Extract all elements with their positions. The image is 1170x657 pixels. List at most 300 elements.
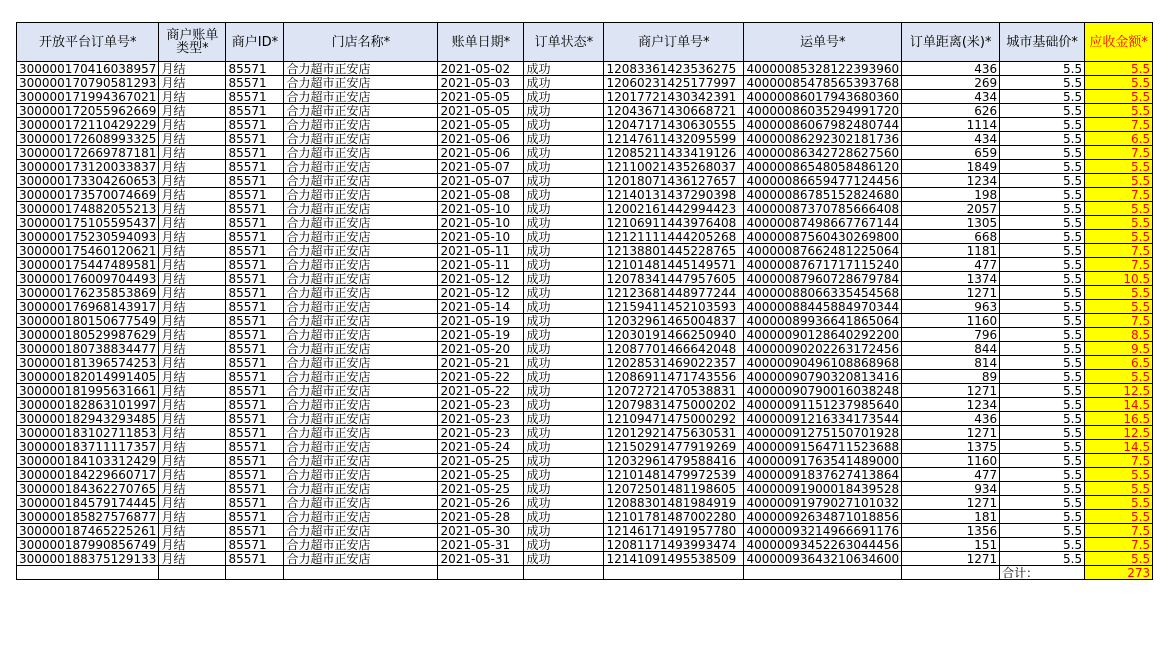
table-cell[interactable]: 5.5 — [1000, 90, 1085, 104]
table-cell[interactable]: 12079831475000202 — [604, 398, 744, 412]
table-cell[interactable]: 40000086292302181736 — [744, 132, 902, 146]
table-cell[interactable]: 85571 — [226, 160, 284, 174]
table-cell[interactable]: 5.5 — [1085, 90, 1153, 104]
table-cell[interactable]: 300000171994367021 — [17, 90, 159, 104]
table-cell[interactable]: 300000172669787181 — [17, 146, 159, 160]
table-cell[interactable]: 5.5 — [1000, 538, 1085, 552]
empty-cell[interactable] — [284, 566, 438, 580]
table-cell[interactable]: 合力超市正安店 — [284, 286, 438, 300]
table-cell[interactable]: 合力超市正安店 — [284, 314, 438, 328]
table-cell[interactable]: 1271 — [902, 426, 1000, 440]
table-cell[interactable]: 合力超市正安店 — [284, 328, 438, 342]
table-cell[interactable]: 成功 — [524, 510, 604, 524]
table-cell[interactable]: 5.5 — [1000, 188, 1085, 202]
table-cell[interactable]: 成功 — [524, 356, 604, 370]
table-cell[interactable]: 300000187990856749 — [17, 538, 159, 552]
table-cell[interactable]: 40000090128640292200 — [744, 328, 902, 342]
table-cell[interactable]: 成功 — [524, 328, 604, 342]
table-cell[interactable]: 12085211433419126 — [604, 146, 744, 160]
table-cell[interactable]: 12028531469022357 — [604, 356, 744, 370]
table-cell[interactable]: 1271 — [902, 496, 1000, 510]
table-cell[interactable]: 300000184579174445 — [17, 496, 159, 510]
table-cell[interactable]: 85571 — [226, 328, 284, 342]
table-cell[interactable]: 2021-05-23 — [438, 412, 524, 426]
table-cell[interactable]: 40000087671717115240 — [744, 258, 902, 272]
table-cell[interactable]: 成功 — [524, 496, 604, 510]
table-cell[interactable]: 合力超市正安店 — [284, 482, 438, 496]
table-cell[interactable]: 5.5 — [1085, 202, 1153, 216]
table-cell[interactable]: 2021-05-10 — [438, 216, 524, 230]
table-cell[interactable]: 12047171430630555 — [604, 118, 744, 132]
table-cell[interactable]: 月结 — [159, 90, 226, 104]
table-cell[interactable]: 5.5 — [1000, 146, 1085, 160]
table-cell[interactable]: 月结 — [159, 510, 226, 524]
table-cell[interactable]: 12081171493993474 — [604, 538, 744, 552]
table-cell[interactable]: 成功 — [524, 216, 604, 230]
column-header[interactable]: 城市基础价* — [1000, 23, 1085, 62]
table-cell[interactable]: 12032961479588416 — [604, 454, 744, 468]
table-cell[interactable]: 198 — [902, 188, 1000, 202]
table-cell[interactable]: 85571 — [226, 538, 284, 552]
table-cell[interactable]: 12078341447957605 — [604, 272, 744, 286]
table-cell[interactable]: 月结 — [159, 440, 226, 454]
table-cell[interactable]: 2057 — [902, 202, 1000, 216]
table-cell[interactable]: 5.5 — [1000, 496, 1085, 510]
table-cell[interactable]: 2021-05-14 — [438, 300, 524, 314]
table-cell[interactable]: 300000176968143917 — [17, 300, 159, 314]
table-cell[interactable]: 7.5 — [1085, 524, 1153, 538]
table-cell[interactable]: 合力超市正安店 — [284, 62, 438, 76]
table-cell[interactable]: 合力超市正安店 — [284, 300, 438, 314]
table-cell[interactable]: 2021-05-25 — [438, 454, 524, 468]
table-cell[interactable]: 合力超市正安店 — [284, 342, 438, 356]
table-cell[interactable]: 成功 — [524, 286, 604, 300]
table-cell[interactable]: 40000087498667767144 — [744, 216, 902, 230]
table-cell[interactable]: 300000180529987629 — [17, 328, 159, 342]
table-cell[interactable]: 月结 — [159, 230, 226, 244]
table-cell[interactable]: 月结 — [159, 286, 226, 300]
table-cell[interactable]: 2021-05-20 — [438, 342, 524, 356]
table-cell[interactable]: 5.5 — [1000, 342, 1085, 356]
table-cell[interactable]: 月结 — [159, 188, 226, 202]
empty-cell[interactable] — [902, 566, 1000, 580]
table-cell[interactable]: 2021-05-06 — [438, 132, 524, 146]
table-cell[interactable]: 300000187465225261 — [17, 524, 159, 538]
table-cell[interactable]: 269 — [902, 76, 1000, 90]
table-cell[interactable]: 合力超市正安店 — [284, 174, 438, 188]
table-cell[interactable]: 成功 — [524, 132, 604, 146]
table-cell[interactable]: 300000182014991405 — [17, 370, 159, 384]
table-cell[interactable]: 85571 — [226, 174, 284, 188]
table-cell[interactable]: 合力超市正安店 — [284, 146, 438, 160]
table-cell[interactable]: 合力超市正安店 — [284, 272, 438, 286]
table-cell[interactable]: 月结 — [159, 496, 226, 510]
empty-cell[interactable] — [226, 566, 284, 580]
table-cell[interactable]: 436 — [902, 62, 1000, 76]
table-cell[interactable]: 5.5 — [1085, 174, 1153, 188]
table-cell[interactable]: 5.5 — [1000, 384, 1085, 398]
table-cell[interactable]: 477 — [902, 468, 1000, 482]
table-cell[interactable]: 12002161442994423 — [604, 202, 744, 216]
table-cell[interactable]: 月结 — [159, 272, 226, 286]
empty-cell[interactable] — [159, 566, 226, 580]
table-cell[interactable]: 5.5 — [1085, 300, 1153, 314]
table-cell[interactable]: 5.5 — [1000, 104, 1085, 118]
table-cell[interactable]: 40000086659477124456 — [744, 174, 902, 188]
table-cell[interactable]: 2021-05-25 — [438, 468, 524, 482]
table-cell[interactable]: 2021-05-25 — [438, 482, 524, 496]
table-cell[interactable]: 12141091495538509 — [604, 552, 744, 566]
table-cell[interactable]: 300000170790581293 — [17, 76, 159, 90]
table-cell[interactable]: 1114 — [902, 118, 1000, 132]
table-cell[interactable]: 300000175447489581 — [17, 258, 159, 272]
table-cell[interactable]: 5.5 — [1000, 552, 1085, 566]
table-cell[interactable]: 月结 — [159, 384, 226, 398]
table-cell[interactable]: 85571 — [226, 286, 284, 300]
table-cell[interactable]: 40000086067982480744 — [744, 118, 902, 132]
table-cell[interactable]: 2021-05-22 — [438, 370, 524, 384]
column-header[interactable]: 开放平台订单号* — [17, 23, 159, 62]
table-cell[interactable]: 12088301481984919 — [604, 496, 744, 510]
table-cell[interactable]: 7.5 — [1085, 118, 1153, 132]
table-cell[interactable]: 成功 — [524, 412, 604, 426]
table-cell[interactable]: 12159411452103593 — [604, 300, 744, 314]
table-cell[interactable]: 5.5 — [1000, 524, 1085, 538]
table-cell[interactable]: 5.5 — [1000, 440, 1085, 454]
table-cell[interactable]: 85571 — [226, 146, 284, 160]
table-cell[interactable]: 5.5 — [1085, 160, 1153, 174]
table-cell[interactable]: 成功 — [524, 118, 604, 132]
table-cell[interactable]: 89 — [902, 370, 1000, 384]
table-cell[interactable]: 85571 — [226, 230, 284, 244]
table-cell[interactable]: 5.5 — [1000, 356, 1085, 370]
table-cell[interactable]: 12110021435268037 — [604, 160, 744, 174]
total-label[interactable]: 合计： — [1000, 566, 1085, 580]
table-cell[interactable]: 300000172608993325 — [17, 132, 159, 146]
table-cell[interactable]: 300000175105595437 — [17, 216, 159, 230]
table-cell[interactable]: 7.5 — [1085, 454, 1153, 468]
table-cell[interactable]: 2021-05-05 — [438, 118, 524, 132]
table-cell[interactable]: 成功 — [524, 244, 604, 258]
table-cell[interactable]: 2021-05-23 — [438, 426, 524, 440]
table-cell[interactable]: 1374 — [902, 272, 1000, 286]
table-cell[interactable]: 合力超市正安店 — [284, 132, 438, 146]
table-cell[interactable]: 1271 — [902, 384, 1000, 398]
table-cell[interactable]: 7.5 — [1085, 538, 1153, 552]
table-cell[interactable]: 40000091837627413864 — [744, 468, 902, 482]
table-cell[interactable]: 85571 — [226, 440, 284, 454]
table-cell[interactable]: 2021-05-31 — [438, 538, 524, 552]
table-cell[interactable]: 85571 — [226, 216, 284, 230]
table-cell[interactable]: 300000184103312429 — [17, 454, 159, 468]
table-cell[interactable]: 12030191466250940 — [604, 328, 744, 342]
table-cell[interactable]: 5.5 — [1000, 258, 1085, 272]
table-cell[interactable]: 40000085328122393960 — [744, 62, 902, 76]
table-cell[interactable]: 5.5 — [1000, 216, 1085, 230]
table-cell[interactable]: 300000176009704493 — [17, 272, 159, 286]
table-cell[interactable]: 40000090790016038248 — [744, 384, 902, 398]
table-cell[interactable]: 300000184229660717 — [17, 468, 159, 482]
table-cell[interactable]: 16.5 — [1085, 412, 1153, 426]
table-cell[interactable]: 5.5 — [1000, 272, 1085, 286]
table-cell[interactable]: 5.5 — [1000, 244, 1085, 258]
table-cell[interactable]: 合力超市正安店 — [284, 104, 438, 118]
table-cell[interactable]: 7.5 — [1085, 244, 1153, 258]
table-cell[interactable]: 796 — [902, 328, 1000, 342]
table-cell[interactable]: 300000185827576877 — [17, 510, 159, 524]
table-cell[interactable]: 85571 — [226, 76, 284, 90]
table-cell[interactable]: 合力超市正安店 — [284, 356, 438, 370]
table-cell[interactable]: 40000091275150701928 — [744, 426, 902, 440]
table-cell[interactable]: 2021-05-07 — [438, 174, 524, 188]
table-cell[interactable]: 1234 — [902, 398, 1000, 412]
table-cell[interactable]: 成功 — [524, 454, 604, 468]
table-cell[interactable]: 12032961465004837 — [604, 314, 744, 328]
table-cell[interactable]: 合力超市正安店 — [284, 496, 438, 510]
table-cell[interactable]: 40000093643210634600 — [744, 552, 902, 566]
table-cell[interactable]: 6.5 — [1085, 356, 1153, 370]
table-cell[interactable]: 合力超市正安店 — [284, 230, 438, 244]
column-header[interactable]: 订单距离(米)* — [902, 23, 1000, 62]
table-cell[interactable]: 2021-05-24 — [438, 440, 524, 454]
table-cell[interactable]: 12087701466642048 — [604, 342, 744, 356]
table-cell[interactable]: 合力超市正安店 — [284, 440, 438, 454]
table-cell[interactable]: 5.5 — [1000, 510, 1085, 524]
table-cell[interactable]: 40000088066335454568 — [744, 286, 902, 300]
table-cell[interactable]: 5.5 — [1085, 482, 1153, 496]
table-cell[interactable]: 合力超市正安店 — [284, 370, 438, 384]
table-cell[interactable]: 814 — [902, 356, 1000, 370]
table-cell[interactable]: 85571 — [226, 510, 284, 524]
table-cell[interactable]: 85571 — [226, 314, 284, 328]
table-cell[interactable]: 合力超市正安店 — [284, 216, 438, 230]
table-cell[interactable]: 844 — [902, 342, 1000, 356]
table-cell[interactable]: 300000175460120621 — [17, 244, 159, 258]
table-cell[interactable]: 40000087560430269800 — [744, 230, 902, 244]
table-cell[interactable]: 85571 — [226, 272, 284, 286]
table-cell[interactable]: 85571 — [226, 342, 284, 356]
table-cell[interactable]: 成功 — [524, 230, 604, 244]
table-cell[interactable]: 12123681448977244 — [604, 286, 744, 300]
table-cell[interactable]: 300000183102711853 — [17, 426, 159, 440]
table-cell[interactable]: 成功 — [524, 90, 604, 104]
table-cell[interactable]: 40000086035294991720 — [744, 104, 902, 118]
table-cell[interactable]: 1181 — [902, 244, 1000, 258]
table-cell[interactable]: 5.5 — [1085, 496, 1153, 510]
table-cell[interactable]: 月结 — [159, 328, 226, 342]
table-cell[interactable]: 月结 — [159, 216, 226, 230]
table-cell[interactable]: 5.5 — [1000, 286, 1085, 300]
table-cell[interactable]: 合力超市正安店 — [284, 160, 438, 174]
total-value[interactable]: 273 — [1085, 566, 1153, 580]
table-cell[interactable]: 40000087662481225064 — [744, 244, 902, 258]
table-cell[interactable]: 300000180150677549 — [17, 314, 159, 328]
table-cell[interactable]: 963 — [902, 300, 1000, 314]
table-cell[interactable]: 月结 — [159, 118, 226, 132]
table-cell[interactable]: 40000090790320813416 — [744, 370, 902, 384]
table-cell[interactable]: 月结 — [159, 552, 226, 566]
table-cell[interactable]: 2021-05-11 — [438, 258, 524, 272]
table-cell[interactable]: 2021-05-10 — [438, 230, 524, 244]
column-header[interactable]: 门店名称* — [284, 23, 438, 62]
table-cell[interactable]: 2021-05-07 — [438, 160, 524, 174]
table-cell[interactable]: 5.5 — [1085, 104, 1153, 118]
table-cell[interactable]: 合力超市正安店 — [284, 188, 438, 202]
table-cell[interactable]: 1160 — [902, 454, 1000, 468]
table-cell[interactable]: 40000089936641865064 — [744, 314, 902, 328]
table-cell[interactable]: 2021-05-23 — [438, 398, 524, 412]
table-cell[interactable]: 85571 — [226, 356, 284, 370]
table-cell[interactable]: 40000090202263172456 — [744, 342, 902, 356]
table-cell[interactable]: 85571 — [226, 398, 284, 412]
table-cell[interactable]: 5.5 — [1000, 370, 1085, 384]
table-cell[interactable]: 12101481445149571 — [604, 258, 744, 272]
table-cell[interactable]: 成功 — [524, 160, 604, 174]
table-cell[interactable]: 成功 — [524, 524, 604, 538]
table-cell[interactable]: 合力超市正安店 — [284, 76, 438, 90]
table-cell[interactable]: 1356 — [902, 524, 1000, 538]
table-cell[interactable]: 5.5 — [1000, 300, 1085, 314]
table-cell[interactable]: 477 — [902, 258, 1000, 272]
column-header[interactable]: 账单日期* — [438, 23, 524, 62]
table-cell[interactable]: 12086911471743556 — [604, 370, 744, 384]
table-cell[interactable]: 5.5 — [1000, 174, 1085, 188]
table-cell[interactable]: 7.5 — [1085, 314, 1153, 328]
table-cell[interactable]: 85571 — [226, 258, 284, 272]
table-cell[interactable]: 300000184362270765 — [17, 482, 159, 496]
table-cell[interactable]: 5.5 — [1085, 552, 1153, 566]
table-cell[interactable]: 40000087960728679784 — [744, 272, 902, 286]
table-cell[interactable]: 85571 — [226, 62, 284, 76]
table-cell[interactable]: 2021-05-05 — [438, 104, 524, 118]
table-cell[interactable]: 合力超市正安店 — [284, 202, 438, 216]
table-cell[interactable]: 85571 — [226, 104, 284, 118]
table-cell[interactable]: 12.5 — [1085, 384, 1153, 398]
table-cell[interactable]: 合力超市正安店 — [284, 552, 438, 566]
table-cell[interactable]: 151 — [902, 538, 1000, 552]
table-cell[interactable]: 85571 — [226, 468, 284, 482]
table-cell[interactable]: 40000092634871018856 — [744, 510, 902, 524]
table-cell[interactable]: 85571 — [226, 202, 284, 216]
table-cell[interactable]: 85571 — [226, 300, 284, 314]
table-cell[interactable]: 成功 — [524, 188, 604, 202]
table-cell[interactable]: 12060231425177997 — [604, 76, 744, 90]
table-cell[interactable]: 成功 — [524, 552, 604, 566]
table-cell[interactable]: 85571 — [226, 552, 284, 566]
table-cell[interactable]: 5.5 — [1000, 426, 1085, 440]
table-cell[interactable]: 成功 — [524, 468, 604, 482]
table-cell[interactable]: 2021-05-02 — [438, 62, 524, 76]
table-cell[interactable]: 合力超市正安店 — [284, 468, 438, 482]
table-cell[interactable]: 300000175230594093 — [17, 230, 159, 244]
table-cell[interactable]: 成功 — [524, 62, 604, 76]
column-header[interactable]: 商户订单号* — [604, 23, 744, 62]
table-cell[interactable]: 成功 — [524, 398, 604, 412]
table-cell[interactable]: 85571 — [226, 454, 284, 468]
table-cell[interactable]: 合力超市正安店 — [284, 538, 438, 552]
table-cell[interactable]: 300000180738834477 — [17, 342, 159, 356]
table-cell[interactable]: 1305 — [902, 216, 1000, 230]
table-cell[interactable]: 5.5 — [1000, 468, 1085, 482]
table-cell[interactable]: 5.5 — [1000, 76, 1085, 90]
table-cell[interactable]: 5.5 — [1000, 118, 1085, 132]
table-cell[interactable]: 40000093452263044456 — [744, 538, 902, 552]
table-cell[interactable]: 5.5 — [1000, 328, 1085, 342]
table-cell[interactable]: 300000183711117357 — [17, 440, 159, 454]
table-cell[interactable]: 300000182943293485 — [17, 412, 159, 426]
table-cell[interactable]: 12147611432095599 — [604, 132, 744, 146]
table-cell[interactable]: 40000085478565393768 — [744, 76, 902, 90]
table-cell[interactable]: 1271 — [902, 286, 1000, 300]
table-cell[interactable]: 合力超市正安店 — [284, 454, 438, 468]
table-cell[interactable]: 2021-05-12 — [438, 286, 524, 300]
column-header[interactable]: 应收金额* — [1085, 23, 1153, 62]
table-cell[interactable]: 7.5 — [1085, 146, 1153, 160]
table-cell[interactable]: 12101481479972539 — [604, 468, 744, 482]
table-cell[interactable]: 85571 — [226, 426, 284, 440]
table-cell[interactable]: 成功 — [524, 482, 604, 496]
table-cell[interactable]: 合力超市正安店 — [284, 398, 438, 412]
table-cell[interactable]: 合力超市正安店 — [284, 412, 438, 426]
table-cell[interactable]: 月结 — [159, 202, 226, 216]
table-cell[interactable]: 5.5 — [1000, 412, 1085, 426]
table-cell[interactable]: 5.5 — [1000, 62, 1085, 76]
table-cell[interactable]: 40000091763541489000 — [744, 454, 902, 468]
table-cell[interactable]: 2021-05-06 — [438, 146, 524, 160]
table-cell[interactable]: 成功 — [524, 76, 604, 90]
table-cell[interactable]: 85571 — [226, 524, 284, 538]
table-cell[interactable]: 5.5 — [1085, 286, 1153, 300]
table-cell[interactable]: 436 — [902, 412, 1000, 426]
table-cell[interactable]: 成功 — [524, 202, 604, 216]
table-cell[interactable]: 10.5 — [1085, 272, 1153, 286]
table-cell[interactable]: 12072721470538831 — [604, 384, 744, 398]
table-cell[interactable]: 成功 — [524, 258, 604, 272]
table-cell[interactable]: 300000173120033837 — [17, 160, 159, 174]
empty-cell[interactable] — [604, 566, 744, 580]
table-cell[interactable]: 成功 — [524, 314, 604, 328]
table-cell[interactable]: 2021-05-28 — [438, 510, 524, 524]
table-cell[interactable]: 合力超市正安店 — [284, 510, 438, 524]
table-cell[interactable]: 2021-05-03 — [438, 76, 524, 90]
table-cell[interactable]: 12106911443976408 — [604, 216, 744, 230]
table-cell[interactable]: 1375 — [902, 440, 1000, 454]
table-cell[interactable]: 40000091900018439528 — [744, 482, 902, 496]
table-cell[interactable]: 成功 — [524, 426, 604, 440]
table-cell[interactable]: 月结 — [159, 370, 226, 384]
table-cell[interactable]: 85571 — [226, 412, 284, 426]
table-cell[interactable]: 40000088445884970344 — [744, 300, 902, 314]
table-cell[interactable]: 40000087370785666408 — [744, 202, 902, 216]
table-cell[interactable]: 40000086548058486120 — [744, 160, 902, 174]
table-cell[interactable]: 1234 — [902, 174, 1000, 188]
table-cell[interactable]: 5.5 — [1085, 510, 1153, 524]
table-cell[interactable]: 成功 — [524, 300, 604, 314]
table-cell[interactable]: 5.5 — [1085, 468, 1153, 482]
table-cell[interactable]: 40000091216334173544 — [744, 412, 902, 426]
table-cell[interactable]: 成功 — [524, 384, 604, 398]
table-cell[interactable]: 5.5 — [1000, 230, 1085, 244]
table-cell[interactable]: 85571 — [226, 244, 284, 258]
table-cell[interactable]: 434 — [902, 90, 1000, 104]
table-cell[interactable]: 300000170416038957 — [17, 62, 159, 76]
table-cell[interactable]: 合力超市正安店 — [284, 90, 438, 104]
table-cell[interactable]: 5.5 — [1000, 314, 1085, 328]
table-cell[interactable]: 月结 — [159, 468, 226, 482]
table-cell[interactable]: 月结 — [159, 412, 226, 426]
table-cell[interactable]: 659 — [902, 146, 1000, 160]
table-cell[interactable]: 85571 — [226, 132, 284, 146]
